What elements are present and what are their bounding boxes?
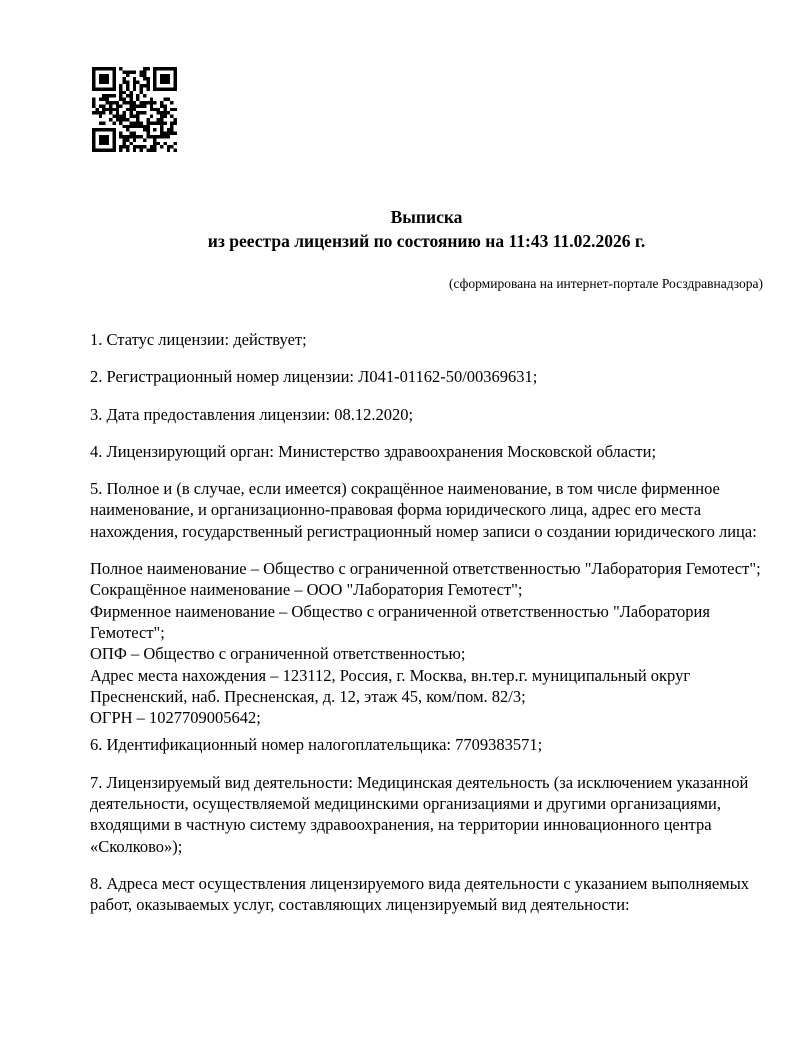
org-legal-form: ОПФ – Общество с ограниченной ответственностью; xyxy=(90,644,466,664)
org-short-name: Сокращённое наименование – ООО "Лаборатория Гемотест"; xyxy=(90,580,523,600)
title-line-1: Выписка xyxy=(390,207,463,227)
org-address: Адрес места нахождения – 123112, Россия, г. Москва, вн.тер.г. муниципальный округ Пресненский, наб. Пресненская, д. 12, этаж 45, ком/пом. 82/3; xyxy=(90,665,691,706)
item-activity-addresses-heading: 8. Адреса мест осуществления лицензируемого вида деятельности с указанием выполняемых работ, оказываемых услуг, составляющих лицензируемый вид деятельности: xyxy=(90,873,750,915)
item-license-status: 1. Статус лицензии: действует; xyxy=(90,330,307,349)
item-taxpayer-number: 6. Идентификационный номер налогоплательщика: 7709383571; xyxy=(90,735,543,755)
item-entity-names-heading: 5. Полное и (в случае, если имеется) сокращённое наименование, в том числе фирменное наименование, и организационно-правовая форма юридического лица, адрес его места нахождения, государственный регистрационный номер записи о создании юридического лица: xyxy=(90,479,757,541)
organization-details xyxy=(90,558,763,728)
org-brand-name: Фирменное наименование – Общество с ограниченной ответственностью "Лаборатория Гемотест"; xyxy=(90,601,710,642)
item-grant-date: 3. Дата предоставления лицензии: 08.12.2020; xyxy=(90,404,414,424)
document-title xyxy=(90,205,763,253)
org-full-name: Полное наименование – Общество с ограниченной ответственностью "Лаборатория Гемотест"; xyxy=(90,559,761,579)
document-body xyxy=(90,329,763,916)
generated-note: (сформирована на интернет-портале Росздравнадзора) xyxy=(448,276,763,291)
item-registration-number: 2. Регистрационный номер лицензии: Л041-01162-50/00369631; xyxy=(90,367,538,387)
org-ogrn: ОГРН – 1027709005642; xyxy=(90,708,261,728)
item-licensing-authority: 4. Лицензирующий орган: Министерство здравоохранения Московской области; xyxy=(90,441,657,461)
document-content xyxy=(90,0,763,932)
title-line-2: из реестра лицензий по состоянию на 11:43 11.02.2026 г. xyxy=(207,231,646,251)
item-licensed-activity: 7. Лицензируемый вид деятельности: Медицинская деятельность (за исключением указанной деятельности, осуществляемой медицинскими организациями и другими организациями, входящими в частную систему здравоохранения, на территории инновационного центра «Сколково»); xyxy=(90,772,749,856)
